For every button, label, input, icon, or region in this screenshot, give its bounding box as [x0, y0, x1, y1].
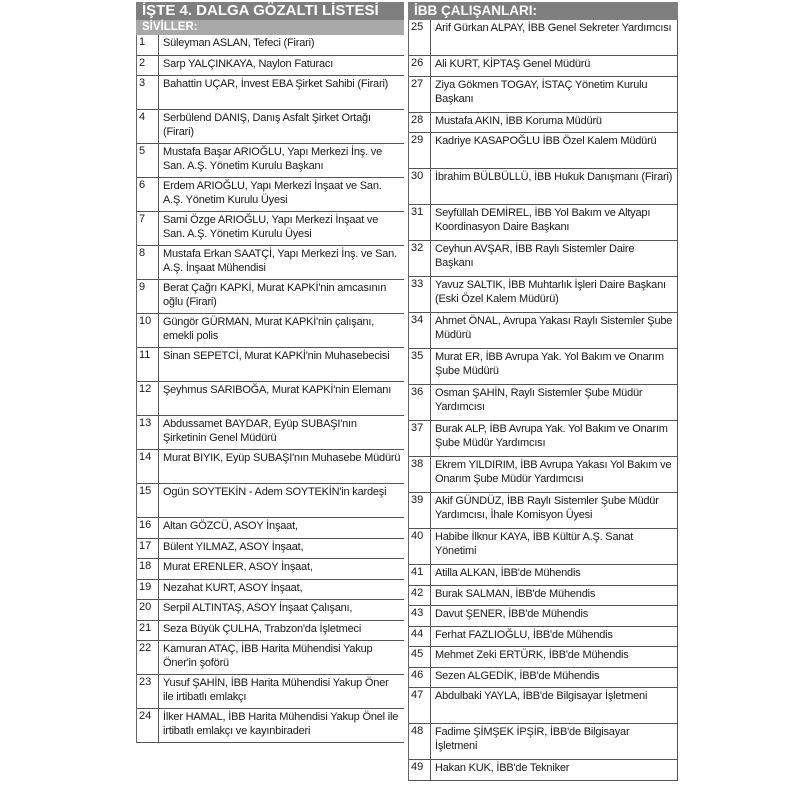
row-text: İbrahim BÜLBÜLLÜ, İBB Hukuk Danışmanı (Firari) — [435, 171, 673, 183]
ibb-employees-list — [408, 20, 678, 781]
table-row — [137, 450, 404, 484]
row-text: Serbülend DANIŞ, Danış Asfalt Şirket Ortağı (Firari) — [163, 112, 371, 138]
row-number: 37 — [409, 421, 431, 456]
table-row — [409, 688, 678, 724]
table-row — [137, 416, 404, 450]
table-row — [137, 580, 404, 601]
civilians-heading: SİVİLLER: — [136, 20, 404, 35]
table-row — [137, 709, 404, 743]
table-row — [137, 110, 404, 144]
table-row — [409, 313, 678, 349]
row-text: Murat ERENLER, ASOY İnşaat, — [163, 561, 313, 573]
table-row — [137, 539, 404, 560]
row-text: Arif Gürkan ALPAY, İBB Genel Sekreter Yardımcısı — [435, 22, 672, 34]
row-number: 9 — [137, 280, 159, 313]
row-text: Abdulbaki YAYLA, İBB'de Bilgisayar İşletmeni — [435, 690, 648, 702]
civilians-panel — [136, 2, 404, 743]
row-text: Ahmet ÖNAL, Avrupa Yakası Raylı Sistemler Şube Müdürü — [435, 315, 673, 341]
table-row — [137, 675, 404, 709]
table-row — [137, 621, 404, 642]
table-row — [409, 349, 678, 385]
row-number: 5 — [137, 144, 159, 177]
row-number: 27 — [409, 77, 431, 112]
row-number: 1 — [137, 35, 159, 55]
row-text: Fadime ŞİMŞEK İPŞİR, İBB'de Bilgisayar İşletmeni — [435, 726, 630, 752]
row-number: 16 — [137, 518, 159, 538]
table-row — [137, 314, 404, 348]
row-text: Ogün SOYTEKİN - Adem SOYTEKİN'in kardeşi — [163, 486, 387, 498]
row-number: 15 — [137, 484, 159, 517]
row-text: Serpil ALTINTAŞ, ASOY İnşaat Çalışanı, — [163, 602, 353, 614]
table-row — [409, 724, 678, 760]
table-row — [137, 484, 404, 518]
table-row — [409, 760, 678, 781]
table-row — [409, 20, 678, 56]
row-text: Burak ALP, İBB Avrupa Yak. Yol Bakım ve Onarım Şube Müdür Yardımcısı — [435, 423, 668, 449]
row-text: Akif GÜNDÜZ, İBB Raylı Sistemler Şube Müdür Yardımcısı, İhale Komisyon Üyesi — [435, 495, 659, 521]
row-text: Osman ŞAHİN, Raylı Sistemler Şube Müdür Yardımcısı — [435, 387, 643, 413]
row-text: Nezahat KURT, ASOY İnşaat, — [163, 581, 303, 594]
row-text: Güngör GÜRMAN, Murat KAPKİ'nin çalışanı, emekli polis — [163, 316, 375, 342]
table-row — [137, 559, 404, 580]
row-number: 26 — [409, 56, 431, 76]
row-number: 36 — [409, 385, 431, 420]
row-text: Murat ER, İBB Avrupa Yak. Yol Bakım ve Onarım Şube Müdürü — [435, 351, 664, 377]
row-text: Sinan SEPETCİ, Murat KAPKİ'nin Muhasebecisi — [163, 350, 390, 362]
row-text: Sarp YALÇINKAYA, Naylon Faturacı — [163, 57, 334, 70]
ibb-employees-panel — [408, 2, 678, 781]
row-text: Mustafa Erkan SAATÇİ, Yapı Merkezi İnş. ve San. A.Ş. İnşaat Mühendisi — [163, 248, 397, 274]
row-text: Ali KURT, KİPTAŞ Genel Müdürü — [435, 58, 591, 70]
row-number: 43 — [409, 606, 431, 626]
table-row — [409, 133, 678, 169]
row-number: 23 — [137, 675, 159, 708]
row-number: 45 — [409, 647, 431, 667]
table-row — [137, 246, 404, 280]
table-row — [409, 77, 678, 113]
row-number: 32 — [409, 241, 431, 276]
row-number: 19 — [137, 580, 159, 600]
row-text: Ferhat FAZLIOĞLU, İBB'de Mühendis — [435, 628, 613, 641]
row-text: Sami Özge ARIOĞLU, Yapı Merkezi İnşaat ve San. A.Ş. Yönetim Kurulu Üyesi — [163, 214, 379, 240]
row-number: 13 — [137, 416, 159, 449]
table-row — [409, 529, 678, 565]
table-row — [409, 586, 678, 607]
row-number: 17 — [137, 539, 159, 559]
row-number: 40 — [409, 529, 431, 564]
row-number: 29 — [409, 133, 431, 168]
table-row — [409, 385, 678, 421]
row-text: Sezen ALGEDİK, İBB'de Mühendis — [435, 669, 600, 682]
table-row — [409, 277, 678, 313]
row-text: Bahattin UÇAR, İnvest EBA Şirket Sahibi (Firari) — [163, 78, 389, 90]
row-text: Ziya Gökmen TOGAY, İSTAÇ Yönetim Kurulu Başkanı — [435, 78, 648, 105]
table-row — [409, 241, 678, 277]
table-row — [137, 144, 404, 178]
table-row — [137, 382, 404, 416]
row-text: Mehmet Zeki ERTÜRK, İBB'de Mühendis — [435, 649, 629, 661]
row-number: 11 — [137, 348, 159, 381]
table-row — [137, 348, 404, 382]
row-number: 25 — [409, 20, 431, 55]
row-number: 48 — [409, 724, 431, 759]
row-text: Atilla ALKAN, İBB'de Mühendis — [435, 567, 581, 579]
row-number: 18 — [137, 559, 159, 579]
row-text: Kadriye KASAPOĞLU İBB Özel Kalem Müdürü — [435, 135, 657, 147]
row-number: 41 — [409, 565, 431, 585]
table-row — [409, 56, 678, 77]
row-text: Davut ŞENER, İBB'de Mühendis — [435, 608, 589, 620]
row-number: 24 — [137, 709, 159, 742]
list-title: İŞTE 4. DALGA GÖZALTI LİSTESİ — [136, 2, 404, 20]
row-number: 49 — [409, 760, 431, 780]
row-number: 33 — [409, 277, 431, 312]
table-row — [409, 668, 678, 689]
row-number: 3 — [137, 76, 159, 109]
row-number: 46 — [409, 668, 431, 688]
table-row — [409, 627, 678, 648]
row-text: Kamuran ATAÇ, İBB Harita Mühendisi Yakup Öner'in şoförü — [163, 643, 373, 669]
row-text: Yavuz SALTIK, İBB Muhtarlık İşleri Daire Başkanı (Eski Özel Kalem Müdürü) — [435, 279, 666, 305]
row-text: Murat BIYIK, Eyüp SUBAŞI'nın Muhasebe Müdürü — [163, 452, 401, 464]
row-text: Süleyman ASLAN, Tefeci (Firari) — [163, 37, 315, 49]
table-row — [409, 493, 678, 529]
row-number: 44 — [409, 627, 431, 647]
row-number: 14 — [137, 450, 159, 483]
row-text: Altan GÖZCÜ, ASOY İnşaat, — [163, 520, 298, 532]
row-number: 47 — [409, 688, 431, 723]
row-number: 31 — [409, 205, 431, 240]
row-number: 21 — [137, 621, 159, 641]
table-row — [137, 212, 404, 246]
row-number: 34 — [409, 313, 431, 348]
row-text: Mustafa AKIN, İBB Koruma Müdürü — [435, 114, 602, 127]
row-text: Burak SALMAN, İBB'de Mühendis — [435, 587, 596, 600]
row-text: Abdussamet BAYDAR, Eyüp SUBAŞI'nın Şirketinin Genel Müdürü — [163, 418, 357, 444]
table-row — [409, 421, 678, 457]
row-number: 38 — [409, 457, 431, 492]
row-number: 20 — [137, 600, 159, 620]
row-text: Ceyhun AVŞAR, İBB Raylı Sistemler Daire Başkanı — [435, 243, 635, 269]
row-number: 7 — [137, 212, 159, 245]
row-text: Mustafa Başar ARIOĞLU, Yapı Merkezi İnş. ve San. A.Ş. Yönetim Kurulu Başkanı — [163, 146, 383, 172]
row-text: Seyfüllah DEMİREL, İBB Yol Bakım ve Altyapı Koordinasyon Daire Başkanı — [435, 207, 651, 233]
table-row — [409, 169, 678, 205]
table-row — [409, 113, 678, 134]
table-row — [137, 56, 404, 77]
row-text: Bülent YILMAZ, ASOY İnşaat, — [163, 540, 304, 553]
table-row — [409, 457, 678, 493]
row-number: 22 — [137, 641, 159, 674]
row-text: Hakan KUK, İBB'de Tekniker — [435, 762, 570, 774]
row-text: Berat Çağrı KAPKİ, Murat KAPKİ'nin amcasının oğlu (Firari) — [163, 282, 387, 308]
row-text: Şeyhmus SARIBOĞA, Murat KAPKİ'nin Elemanı — [163, 384, 392, 396]
row-number: 30 — [409, 169, 431, 204]
row-number: 42 — [409, 586, 431, 606]
table-row — [137, 76, 404, 110]
table-row — [137, 518, 404, 539]
ibb-employees-heading: İBB ÇALIŞANLARI: — [408, 2, 678, 20]
table-row — [137, 35, 404, 56]
row-number: 28 — [409, 113, 431, 133]
table-row — [137, 178, 404, 212]
table-row — [409, 205, 678, 241]
row-text: İlker HAMAL, İBB Harita Mühendisi Yakup Önel ile irtibatlı emlakçı ve kayınbiraderi — [163, 711, 399, 737]
table-row — [409, 647, 678, 668]
row-number: 12 — [137, 382, 159, 415]
table-row — [137, 641, 404, 675]
table-row — [137, 280, 404, 314]
table-row — [409, 565, 678, 586]
row-number: 10 — [137, 314, 159, 347]
row-text: Yusuf ŞAHİN, İBB Harita Mühendisi Yakup Öner ile irtibatlı emlakçı — [163, 677, 389, 703]
table-row — [137, 600, 404, 621]
row-number: 8 — [137, 246, 159, 279]
civilians-list — [136, 35, 404, 743]
table-row — [409, 606, 678, 627]
row-text: Ekrem YILDIRIM, İBB Avrupa Yakası Yol Bakım ve Onarım Şube Müdür Yardımcısı — [435, 459, 672, 485]
row-number: 2 — [137, 56, 159, 76]
row-text: Seza Büyük ÇULHA, Trabzon'da İşletmeci — [163, 622, 362, 635]
row-number: 4 — [137, 110, 159, 143]
row-number: 6 — [137, 178, 159, 211]
row-text: Erdem ARIOĞLU, Yapı Merkezi İnşaat ve San. A.Ş. Yönetim Kurulu Üyesi — [163, 180, 382, 206]
row-number: 39 — [409, 493, 431, 528]
row-text: Habibe İlknur KAYA, İBB Kültür A.Ş. Sanat Yönetimi — [435, 531, 634, 557]
row-number: 35 — [409, 349, 431, 384]
